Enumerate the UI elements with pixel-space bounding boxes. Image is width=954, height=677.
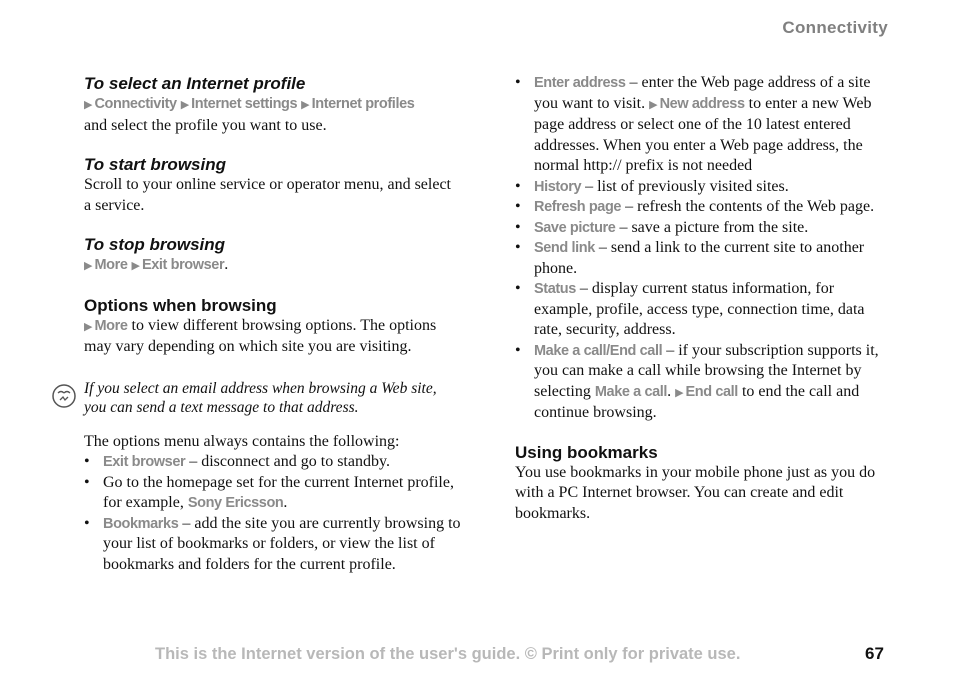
arrow-icon: ▶ <box>180 99 190 111</box>
item-text: – refresh the contents of the Web page. <box>621 198 875 215</box>
arrow-icon: ▶ <box>131 260 140 272</box>
list-item <box>515 197 890 218</box>
path-step: More <box>94 257 128 273</box>
ui-term: Refresh page <box>534 199 622 215</box>
ui-term: Send link <box>534 240 595 256</box>
ui-term: More <box>94 317 128 334</box>
ui-term: Make a call <box>594 383 668 400</box>
item-text: to end the call and continue browsing. <box>534 382 860 421</box>
heading-stop-browsing: To stop browsing <box>84 235 226 254</box>
bullet-icon: • <box>515 218 521 236</box>
arrow-icon: ▶ <box>84 99 93 111</box>
ui-term: Make a call/End call <box>534 342 663 359</box>
item-text: – save a picture from the site. <box>615 218 809 236</box>
bullet-icon: • <box>84 514 90 532</box>
heading-bookmarks: Using bookmarks <box>515 442 658 462</box>
list-item <box>84 473 462 514</box>
item-text: – enter the Web page address of a site you want to visit. <box>534 74 871 112</box>
ui-term: Bookmarks <box>103 515 179 532</box>
menu-intro: The options menu always contains the following: <box>84 432 400 450</box>
left-column <box>84 73 462 575</box>
bullet-icon: • <box>84 453 90 470</box>
bullet-icon: • <box>515 239 521 256</box>
item-text: – send a link to the current site to another phone. <box>534 239 865 277</box>
bullet-icon: • <box>515 198 521 215</box>
item-text: Go to the homepage set for the current Internet profile, for example, <box>103 473 454 511</box>
heading-start-browsing: To start browsing <box>84 155 226 174</box>
ui-term: New address <box>659 95 745 112</box>
options-list-continued <box>515 73 890 424</box>
select-profile-text: and select the profile you want to use. <box>84 116 327 134</box>
path-end: . <box>224 256 229 273</box>
list-item <box>515 238 890 279</box>
path-step: Exit browser <box>141 257 225 273</box>
ui-term: Enter address <box>534 75 626 91</box>
tip-text: If you select an email address when browsing a Web site, you can send a text message to that address. <box>84 379 437 416</box>
options-body: to view different browsing options. The options may vary depending on which site you are visiting. <box>84 316 437 355</box>
start-browsing-text: Scroll to your online service or operator menu, and select a service. <box>84 176 451 214</box>
list-item <box>84 514 462 576</box>
tip-box <box>84 379 462 418</box>
heading-options: Options when browsing <box>84 295 277 315</box>
list-item <box>515 73 890 177</box>
tip-icon <box>51 383 77 409</box>
ui-term: Status <box>534 281 576 297</box>
page-number: 67 <box>865 644 884 663</box>
item-text: – add the site you are currently browsing to your list of bookmarks or folders, or view the list of bookmarks and folders for the current profile. <box>103 514 461 573</box>
list-item <box>515 177 890 198</box>
item-text: – disconnect and go to standby. <box>185 453 390 470</box>
list-item <box>84 452 462 473</box>
item-text: to enter a new Web page address or select one of the 10 latest entered addresses. When you enter a Web page address, the normal http:// prefix is not needed <box>534 94 872 174</box>
ui-term: Save picture <box>534 219 616 236</box>
section-header: Connectivity <box>782 18 888 37</box>
bullet-icon: • <box>515 74 521 91</box>
bullet-icon: • <box>515 341 521 359</box>
item-text: . <box>283 494 288 511</box>
ui-term: End call <box>685 383 738 400</box>
path-step: Connectivity <box>94 96 177 112</box>
footer-notice: This is the Internet version of the user's guide. © Print only for private use. <box>155 645 741 663</box>
options-list <box>84 452 462 575</box>
list-item <box>515 218 890 239</box>
path-step: Internet settings <box>191 96 298 112</box>
item-text: – list of previously visited sites. <box>581 177 789 195</box>
arrow-icon: ▶ <box>675 386 684 399</box>
list-item <box>515 341 890 424</box>
ui-term: History <box>534 178 582 195</box>
item-text: . <box>667 382 676 400</box>
bookmarks-text: You use bookmarks in your mobile phone just as you do with a PC Internet browser. You can create and edit bookmarks. <box>515 463 876 522</box>
list-item <box>515 279 890 341</box>
bullet-icon: • <box>515 280 521 297</box>
path-select-profile <box>84 94 462 116</box>
item-text: – display current status information, for example, profile, access type, connection time, data rate, security, address. <box>534 280 865 338</box>
options-text <box>84 316 462 358</box>
bullet-icon: • <box>515 177 521 195</box>
arrow-icon: ▶ <box>649 98 658 111</box>
ui-term: Sony Ericsson <box>187 495 284 511</box>
heading-select-profile: To select an Internet profile <box>84 74 306 93</box>
ui-term: Exit browser <box>103 454 186 470</box>
path-step: Internet profiles <box>311 96 415 112</box>
item-text: – if your subscription supports it, you can make a call while browsing the Internet by selecting <box>534 341 879 400</box>
bullet-icon: • <box>84 473 90 491</box>
arrow-icon: ▶ <box>84 260 93 272</box>
path-stop-browsing <box>84 255 462 277</box>
right-column <box>515 73 890 524</box>
arrow-icon: ▶ <box>84 320 93 333</box>
arrow-icon: ▶ <box>301 99 310 111</box>
